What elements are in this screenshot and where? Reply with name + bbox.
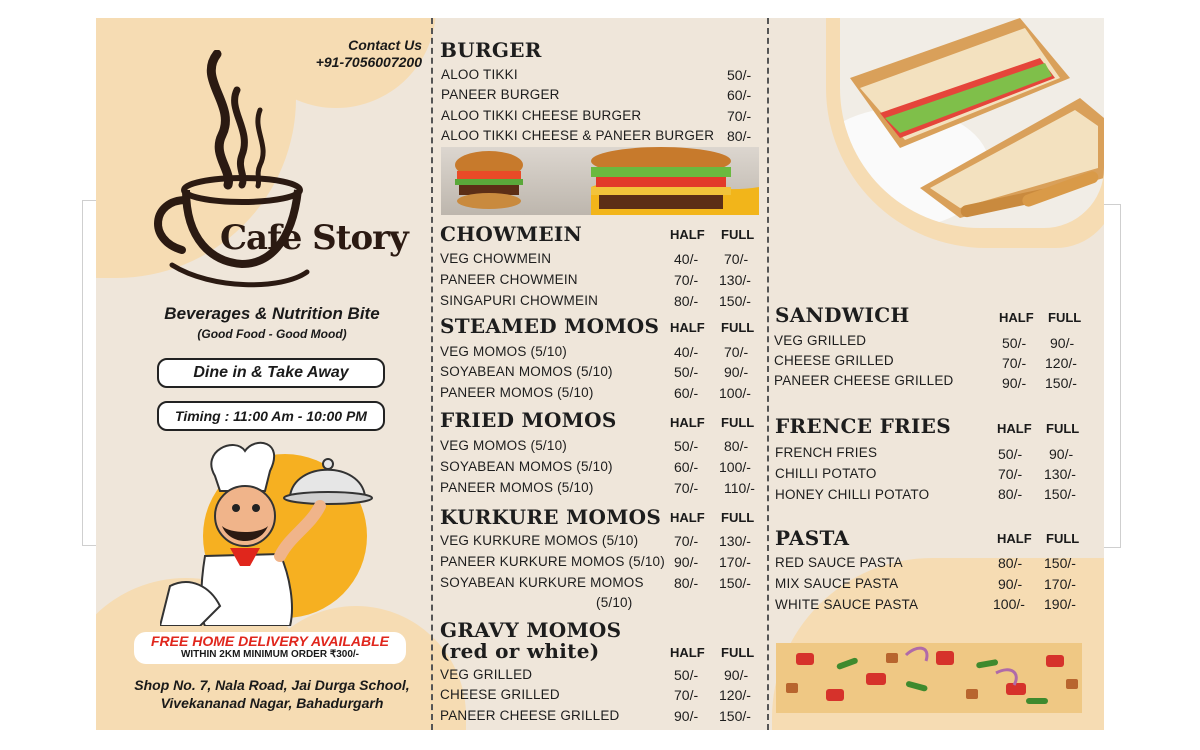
steamed-item: SOYABEAN MOMOS (5/10)	[440, 364, 613, 379]
fried-title: FRIED MOMOS	[440, 408, 617, 432]
kurkure-full: 150/-	[719, 575, 751, 591]
delivery-subtitle: WITHIN 2KM MINIMUM ORDER ₹300/-	[180, 649, 360, 660]
full-header: FULL	[1048, 310, 1082, 325]
chowmein-title: CHOWMEIN	[440, 222, 583, 246]
delivery-banner	[134, 632, 406, 664]
pizza-photo	[776, 643, 1082, 713]
steamed-item: VEG MOMOS (5/10)	[440, 344, 567, 359]
burger-title: BURGER	[440, 38, 542, 62]
kurkure-half: 90/-	[674, 554, 699, 570]
chowmein-full: 70/-	[724, 251, 749, 267]
kurkure-item: SOYABEAN KURKURE MOMOS	[440, 575, 644, 590]
steamed-item: PANEER MOMOS (5/10)	[440, 385, 594, 400]
fried-item: SOYABEAN MOMOS (5/10)	[440, 459, 613, 474]
sandwich-item: PANEER CHEESE GRILLED	[774, 373, 954, 388]
gravy-item: CHEESE GRILLED	[440, 687, 560, 702]
fried-item: VEG MOMOS (5/10)	[440, 438, 567, 453]
pasta-half: 90/-	[998, 576, 1023, 592]
burger-price: 80/-	[727, 128, 752, 144]
gravy-full: 150/-	[719, 708, 751, 724]
gravy-full: 120/-	[719, 687, 751, 703]
divider-right	[767, 18, 769, 730]
half-header: HALF	[670, 510, 705, 525]
pasta-item: WHITE SAUCE PASTA	[775, 597, 919, 612]
half-header: HALF	[999, 310, 1034, 325]
gravy-full: 90/-	[724, 667, 749, 683]
chowmein-full: 150/-	[719, 293, 751, 309]
gravy-title: GRAVY MOMOS	[440, 618, 622, 642]
address-line-1: Shop No. 7, Nala Road, Jai Durga School,	[134, 677, 410, 693]
sandwich-item: CHEESE GRILLED	[774, 353, 894, 368]
back-panel-right	[1103, 204, 1121, 548]
pasta-item: RED SAUCE PASTA	[775, 555, 903, 570]
pasta-half: 100/-	[993, 596, 1025, 612]
delivery-title: FREE HOME DELIVERY AVAILABLE	[150, 633, 390, 649]
fries-half: 70/-	[998, 466, 1023, 482]
subtag: (Good Food - Good Mood)	[197, 327, 347, 341]
address	[96, 676, 448, 712]
chowmein-half: 70/-	[674, 272, 699, 288]
burger-price: 70/-	[727, 108, 752, 124]
full-header: FULL	[1046, 421, 1080, 436]
sandwich-half: 70/-	[1002, 355, 1027, 371]
half-header: HALF	[997, 531, 1032, 546]
sandwich-half: 90/-	[1002, 375, 1027, 391]
burger-price: 50/-	[727, 67, 752, 83]
half-header: HALF	[670, 227, 705, 242]
full-header: FULL	[721, 645, 755, 660]
fried-full: 100/-	[719, 459, 751, 475]
pasta-item: MIX SAUCE PASTA	[775, 576, 899, 591]
kurkure-full: 170/-	[719, 554, 751, 570]
full-header: FULL	[721, 320, 755, 335]
sandwich-full: 150/-	[1045, 375, 1077, 391]
chowmein-half: 40/-	[674, 251, 699, 267]
cafe-logo	[142, 50, 402, 305]
address-line-2: Vivekananad Nagar, Bahadurgarh	[160, 695, 384, 711]
steamed-half: 50/-	[674, 364, 699, 380]
burger-item: ALOO TIKKI CHEESE & PANEER BURGER	[441, 128, 715, 143]
burger-price: 60/-	[727, 87, 752, 103]
pasta-half: 80/-	[998, 555, 1023, 571]
fried-full: 80/-	[724, 438, 749, 454]
sandwich-full: 90/-	[1050, 335, 1075, 351]
sandwich-item: VEG GRILLED	[774, 333, 867, 348]
fries-item: HONEY CHILLI POTATO	[775, 487, 930, 502]
fried-half: 60/-	[674, 459, 699, 475]
chowmein-full: 130/-	[719, 272, 751, 288]
fries-full: 90/-	[1049, 446, 1074, 462]
pasta-full: 170/-	[1044, 576, 1076, 592]
half-header: HALF	[670, 415, 705, 430]
kurkure-half: 70/-	[674, 533, 699, 549]
full-header: FULL	[721, 227, 755, 242]
chowmein-item: SINGAPURI CHOWMEIN	[440, 293, 599, 308]
fries-half: 80/-	[998, 486, 1023, 502]
dine-badge: Dine in & Take Away	[157, 358, 385, 388]
timing-badge: Timing : 11:00 Am - 10:00 PM	[157, 401, 385, 431]
steamed-half: 60/-	[674, 385, 699, 401]
burger-item: ALOO TIKKI	[441, 67, 518, 82]
fries-title: FRENCE FRIES	[775, 414, 951, 438]
chowmein-item: PANEER CHOWMEIN	[440, 272, 578, 287]
chef-illustration	[160, 436, 380, 631]
kurkure-title: KURKURE MOMOS	[440, 505, 662, 529]
fried-item: PANEER MOMOS (5/10)	[440, 480, 594, 495]
fried-full: 110/-	[724, 480, 755, 496]
fries-full: 130/-	[1044, 466, 1076, 482]
full-header: FULL	[721, 415, 755, 430]
gravy-half: 90/-	[674, 708, 699, 724]
fries-half: 50/-	[998, 446, 1023, 462]
fries-item: CHILLI POTATO	[775, 466, 877, 481]
sandwich-half: 50/-	[1002, 335, 1027, 351]
steamed-title: STEAMED MOMOS	[440, 314, 660, 338]
gravy-half: 70/-	[674, 687, 699, 703]
tagline: Beverages & Nutrition Bite	[164, 304, 380, 323]
fried-half: 50/-	[674, 438, 699, 454]
half-header: HALF	[670, 320, 705, 335]
half-header: HALF	[997, 421, 1032, 436]
chowmein-half: 80/-	[674, 293, 699, 309]
gravy-half: 50/-	[674, 667, 699, 683]
full-header: FULL	[1046, 531, 1080, 546]
burger-item: ALOO TIKKI CHEESE BURGER	[441, 108, 642, 123]
divider-left	[431, 18, 433, 730]
half-header: HALF	[670, 645, 705, 660]
gravy-item: PANEER CHEESE GRILLED	[440, 708, 620, 723]
fries-item: FRENCH FRIES	[775, 445, 878, 460]
contact-phone[interactable]: +91-7056007200	[315, 54, 422, 70]
steamed-full: 90/-	[724, 364, 749, 380]
contact-label: Contact Us	[348, 37, 422, 53]
kurkure-item: VEG KURKURE MOMOS (5/10)	[440, 533, 639, 548]
pasta-full: 150/-	[1044, 555, 1076, 571]
pasta-full: 190/-	[1044, 596, 1076, 612]
burger-item: PANEER BURGER	[441, 87, 560, 102]
sandwich-full: 120/-	[1045, 355, 1077, 371]
kurkure-item: PANEER KURKURE MOMOS (5/10)	[440, 554, 665, 569]
burger-photo	[441, 147, 759, 215]
pasta-title: PASTA	[775, 526, 850, 550]
steamed-full: 70/-	[724, 344, 749, 360]
gravy-item: VEG GRILLED	[440, 667, 533, 682]
steamed-full: 100/-	[719, 385, 751, 401]
fries-full: 150/-	[1044, 486, 1076, 502]
kurkure-item-wrap: (5/10)	[596, 595, 633, 610]
fried-half: 70/-	[674, 480, 699, 496]
kurkure-full: 130/-	[719, 533, 751, 549]
steamed-half: 40/-	[674, 344, 699, 360]
kurkure-half: 80/-	[674, 575, 699, 591]
gravy-subtitle: (red or white)	[440, 639, 600, 663]
full-header: FULL	[721, 510, 755, 525]
brand-name: Cafe Story	[220, 218, 408, 258]
sandwich-title: SANDWICH	[775, 303, 910, 327]
chowmein-item: VEG CHOWMEIN	[440, 251, 552, 266]
